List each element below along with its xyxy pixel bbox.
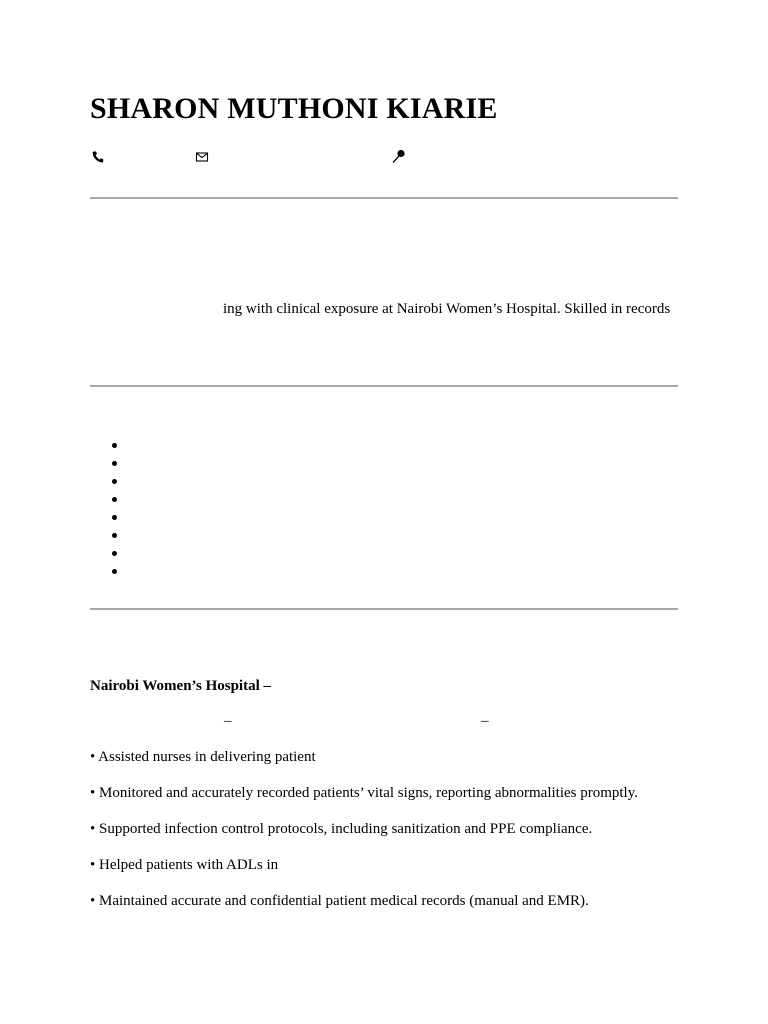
experience-duty: • Assisted nurses in delivering patient: [90, 749, 316, 765]
section-divider-skills: [90, 608, 678, 610]
skills-bullet: [112, 437, 122, 455]
resume-name: SHARON MUTHONI KIARIE: [90, 92, 498, 125]
experience-duty: • Supported infection control protocols, including sanitization and PPE compliance.: [90, 821, 593, 837]
experience-duty: • Helped patients with ADLs in: [90, 857, 279, 873]
section-divider-top: [90, 197, 678, 199]
skills-bullet: [112, 527, 122, 545]
experience-employer: Nairobi Women’s Hospital –: [90, 678, 271, 694]
skills-bullet: [112, 491, 122, 509]
skills-bullet: [112, 545, 122, 563]
skills-bullet: [112, 473, 122, 491]
experience-duty: • Monitored and accurately recorded patients’ vital signs, reporting abnormalities promptly.: [90, 785, 639, 801]
mail-icon: [195, 150, 209, 164]
skills-bullet: [112, 563, 122, 581]
profile-summary-text: ing with clinical exposure at Nairobi Women’s Hospital. Skilled in records: [223, 301, 671, 317]
skills-bullet: [112, 509, 122, 527]
skills-bullet: [112, 455, 122, 473]
experience-date-separator: –: [481, 713, 489, 729]
experience-date-separator: –: [224, 713, 232, 729]
experience-duty: • Maintained accurate and confidential patient medical records (manual and EMR).: [90, 893, 589, 909]
phone-icon: [91, 150, 105, 164]
skills-list: [112, 437, 122, 581]
section-divider-summary: [90, 385, 678, 387]
location-pin-icon: [391, 148, 405, 162]
